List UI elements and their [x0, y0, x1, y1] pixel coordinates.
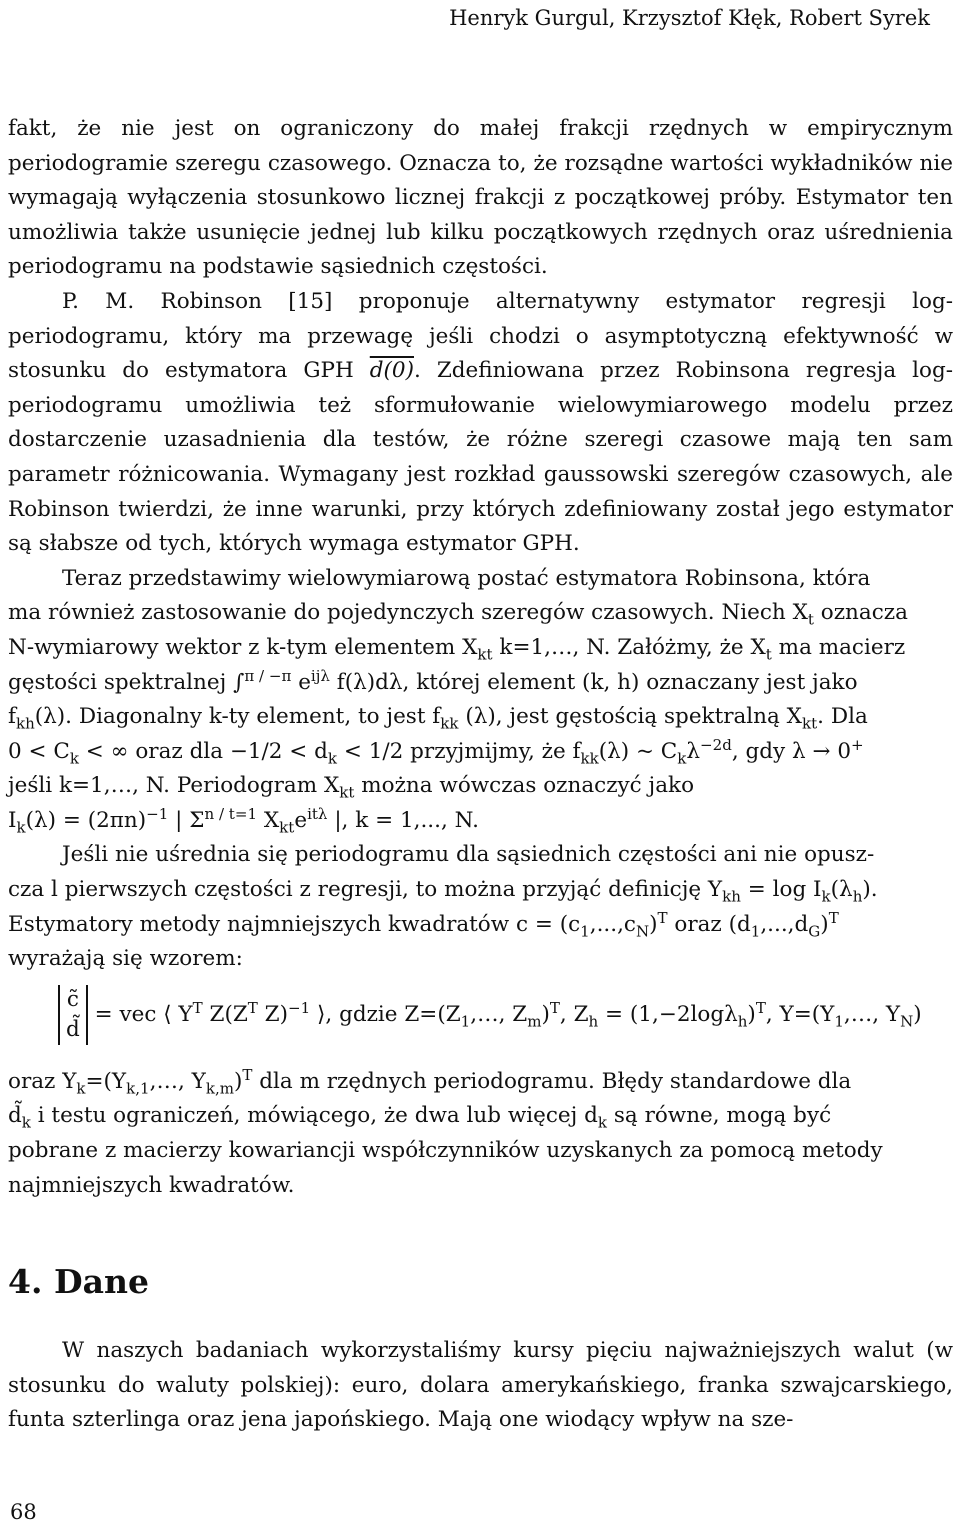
body-text [8, 112, 953, 1203]
p5-line-1: oraz $Y_k=(Y_{k,1},\dots$, $Y_{k,m})^T$ dla m rzędnych periodogramu. Błędy standardowe dla [8, 1065, 852, 1098]
estimator-formula [58, 985, 953, 1057]
running-header: Henryk Gurgul, Krzysztof Kłęk, Robert Syrek [449, 6, 930, 30]
p4-line-2: cza l pierwszych częstości z regresji, to można przyjąć definicję $Y_{kh} = \log I_k(\lambda_h)$. [8, 877, 878, 906]
paragraph-4 [8, 838, 953, 976]
paragraph-2 [8, 285, 953, 562]
p3-line-7: jeśli k=1,…, N. Periodogram $X_{kt}$ można wówczas oznaczyć jako [8, 773, 695, 802]
p4-line-1: Jeśli nie uśrednia się periodogramu dla sąsiednich częstości ani nie opusz- [62, 842, 875, 868]
gph-estimator-symbol: d(0) [369, 358, 414, 384]
p3-line-4: gęstości spektralnej ∫$^{\pi / -\pi}$ $e^{ij\lambda}$ f(λ)dλ, której element (k, h) oznaczany jest jako [8, 666, 858, 695]
paragraph-3 [8, 562, 953, 839]
section-4-text [8, 1334, 953, 1438]
estimator-vector: c̃ d̃ [58, 985, 88, 1045]
formula-rest: = vec ⟨ $Y^T$ $Z(Z^T$ Z)$^{-1}$ ⟩, gdzie $Z=(Z_1,\dots$, $Z_m)^T$, $Z_h = (1,-2\log\lambda_h)^T$, $Y=(Y_1,\dots$, $Y_N$) [87, 998, 922, 1030]
paragraph-6: W naszych badaniach wykorzystaliśmy kursy pięciu najważniejszych walut (w stosunku do waluty polskiej): euro, dolara amerykańskiego, franka szwajcarskiego, funta szterlinga oraz jena japońskiego. Mają one wiodący wpływ na sze- [8, 1338, 953, 1433]
p3-line-3: N-wymiarowy wektor z k-tym elementem $X_{kt}$ k=1,…, N. Załóżmy, że $X_t$ ma macierz [8, 634, 906, 664]
p3-line-6: $0 < C_k$ < ∞ oraz dla $-1/2 < d_k < 1/2$ przyjmijmy, że $f_{kk}(\lambda)$ ~ $C_k\lambda^{-2d}$, gdy λ → 0+ [8, 735, 864, 767]
p5-line-4: najmniejszych kwadratów. [8, 1172, 295, 1198]
section-title: Dane [53, 1262, 149, 1301]
p3-line-2: ma również zastosowanie do pojedynczych szeregów czasowych. Niech $X_t$ oznacza [8, 600, 908, 629]
p5-line-3: pobrane z macierzy kowariancji współczynników uzyskanych za pomocą metody [8, 1138, 883, 1164]
p3-line-8: $I_k(\lambda) = (2\pi n)^{-1}$ | $\Sigma^{n / t=1}$ $X_{kt}e^{it\lambda}$ |, k = 1,..., N. [8, 804, 479, 837]
page-number: 68 [10, 1500, 37, 1524]
section-number: 4. [8, 1262, 43, 1301]
p3-line-1: Teraz przedstawimy wielowymiarową postać estymatora Robinsona, która [62, 565, 871, 591]
paragraph-2-part-a: P. M. Robinson [15] proponuje alternatywny estymator regresji log-periodogramu, który ma przewagę jeśli chodzi o asymptotyczną efektywność w stosunku do estymatora GPH [8, 288, 953, 384]
p4-line-3: Estymatory metody najmniejszych kwadratów $c = (c_1,...,c_N)^T$ oraz $(d_1,...,d_G)^T$ [8, 908, 839, 940]
p5-line-2: $d̃_k$ i testu ograniczeń, mówiącego, że dwa lub więcej $d_k$ są równe, mogą być [8, 1103, 832, 1132]
section-heading [8, 1262, 149, 1301]
paragraph-1: fakt, że nie jest on ograniczony do małej frakcji rzędnych w empirycznym periodogramie szeregu czasowego. Oznacza to, że rozsądne wartości wykładników nie wymagają wyłączenia stosunkowo licznej frakcji z początkowej próby. Estymator ten umożliwia także usunięcie jednej lub kilku początkowych rzędnych oraz uśrednienia periodogramu na podstawie sąsiednich częstości. [8, 116, 953, 280]
p4-line-4: wyrażają się wzorem: [8, 946, 243, 972]
paragraph-2-part-b: . Zdefiniowana przez Robinsona regresja log-periodogramu umożliwia też sformułowanie wielowymiarowego modelu przez dostarczenie uzasadnienia dla testów, że różne szeregi czasowe mają ten sam parametr różnicowania. Wymagany jest rozkład gaussowski szeregów czasowych, ale Robinson twierdzi, że inne warunki, przy których zdefiniowany został jego estymator są słabsze od tych, których wymaga estymator GPH. [8, 358, 953, 557]
paragraph-5 [8, 1065, 953, 1203]
p3-line-5: $f_{kh}(\lambda)$. Diagonalny k-ty element, to jest $f_{kk}$ (λ), jest gęstością spektralną $X_{kt}$. Dla [8, 704, 868, 733]
